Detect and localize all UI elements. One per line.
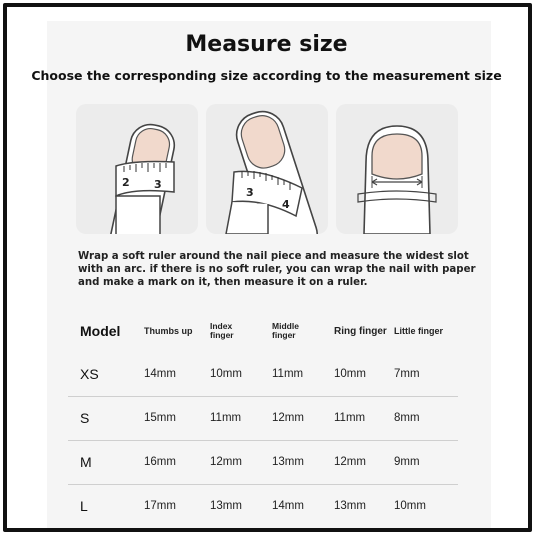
table-cell: 12mm: [272, 396, 334, 440]
nail-width-illustration: [336, 104, 458, 234]
ruler-number: 3: [154, 178, 162, 191]
table-row: [68, 352, 458, 396]
table-cell: 10mm: [334, 367, 366, 380]
page-subtitle: Choose the corresponding size according to the measurement size: [31, 68, 502, 83]
table-cell: 15mm: [144, 396, 210, 440]
ruler-number: 3: [246, 186, 254, 199]
size-label: XS: [80, 365, 99, 382]
index-ruler-illustration: [206, 104, 328, 234]
size-label: M: [68, 440, 144, 484]
column-header: Ring finger: [334, 325, 387, 337]
table-row: [68, 396, 458, 440]
size-table: [68, 310, 458, 528]
column-header: [272, 310, 334, 352]
table-header-row: [68, 310, 458, 352]
column-header: [210, 310, 272, 352]
table-cell: 13mm: [210, 484, 272, 528]
thumb-ruler-illustration: [76, 104, 198, 234]
table-cell: 9mm: [394, 440, 458, 484]
column-header: Thumbs up: [144, 325, 193, 336]
table-cell: 11mm: [210, 396, 272, 440]
table-cell: 13mm: [334, 484, 394, 528]
instructions-line: and make a mark on it, then measure it on a ruler.: [78, 277, 368, 288]
ruler-number: 4: [282, 198, 290, 211]
column-header: Little finger: [394, 325, 443, 336]
table-cell: 8mm: [394, 396, 458, 440]
instructions-line: with an arc. if there is no soft ruler, you can wrap the nail with paper: [78, 264, 476, 275]
table-cell: 11mm: [334, 396, 394, 440]
column-header-label: Middle finger: [272, 321, 299, 340]
model-header: Model: [80, 323, 121, 339]
page-title: Measure size: [185, 32, 348, 57]
table-cell: 16mm: [144, 440, 210, 484]
ruler-number: 2: [122, 176, 130, 189]
table-cell: 12mm: [334, 440, 394, 484]
table-cell: 7mm: [394, 367, 420, 380]
table-cell: 13mm: [272, 440, 334, 484]
table-cell: 10mm: [394, 484, 458, 528]
table-row: [68, 440, 458, 484]
table-cell: 14mm: [144, 367, 176, 380]
table-cell: 11mm: [272, 367, 304, 380]
table-row: [68, 484, 458, 528]
instructions-text: [78, 250, 476, 289]
size-label: L: [68, 484, 144, 528]
instructions-line: Wrap a soft ruler around the nail piece and measure the widest slot: [78, 251, 469, 262]
table-cell: 12mm: [210, 440, 272, 484]
table-cell: 14mm: [272, 484, 334, 528]
table-cell: 17mm: [144, 484, 210, 528]
column-header-label: Index finger: [210, 321, 234, 340]
table-cell: 10mm: [210, 367, 242, 380]
size-label: S: [68, 396, 144, 440]
